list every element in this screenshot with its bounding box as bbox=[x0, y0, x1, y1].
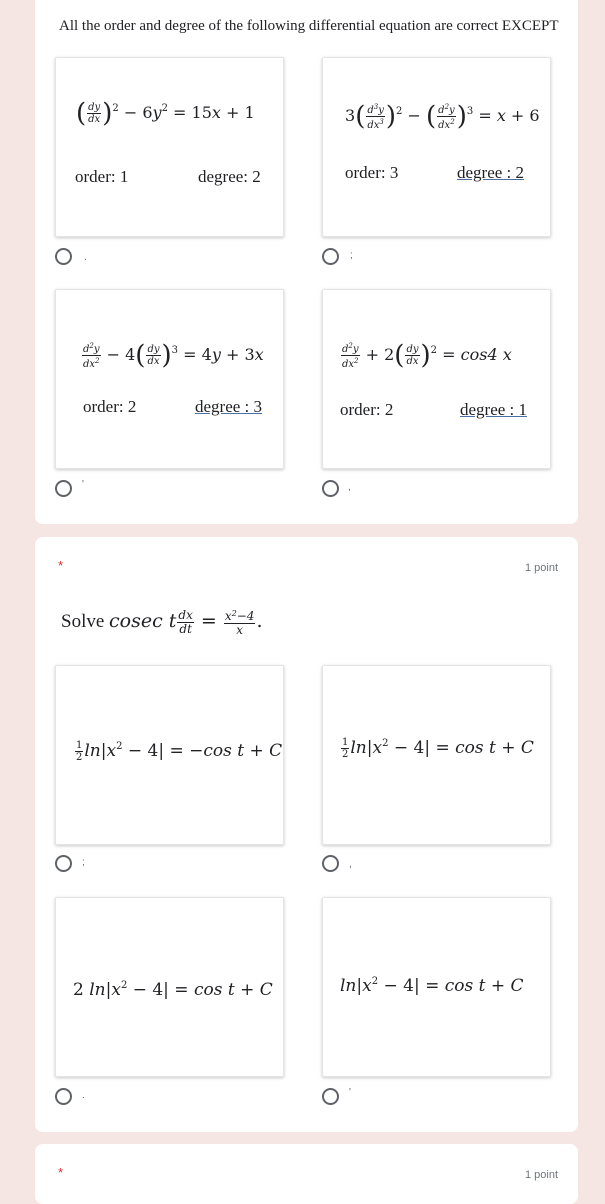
points-label: 1 point bbox=[525, 1169, 559, 1181]
radio-option-d[interactable] bbox=[322, 1088, 339, 1105]
equation-c: 2 $\ln|x^2 - 4| = \cos t + C$ bbox=[73, 980, 273, 1000]
radio-label-c: ' bbox=[82, 479, 84, 490]
radio-option-a[interactable] bbox=[55, 248, 72, 265]
equation-a: $\frac{1}{2}$ $\ln|x^2 - 4| = -\cos$ t + C bbox=[76, 740, 283, 763]
option-card-b bbox=[322, 665, 551, 845]
order-label-c: order: 2 bbox=[83, 397, 137, 416]
degree-label-c: degree : 3 bbox=[195, 397, 263, 416]
solve-label: Solve bbox=[61, 611, 105, 632]
radio-label-a: ; bbox=[82, 857, 85, 868]
required-asterisk: * bbox=[58, 1165, 64, 1180]
option-card-a bbox=[55, 665, 284, 845]
equation-d: $\ln|x^2 - 4| = \cos t + C$ bbox=[340, 976, 524, 996]
option-card-d bbox=[322, 897, 551, 1077]
option-card-c bbox=[55, 897, 284, 1077]
points-label: 1 point bbox=[525, 562, 559, 574]
radio-label-c: . bbox=[82, 1090, 85, 1101]
radio-label-d: ' bbox=[349, 1087, 351, 1098]
radio-label-b: ; bbox=[350, 250, 353, 261]
option-card-c bbox=[55, 289, 284, 469]
order-label-d: order: 2 bbox=[340, 400, 394, 419]
radio-option-d[interactable] bbox=[322, 480, 339, 497]
question-card-1 bbox=[35, 0, 578, 524]
radio-label-d: , bbox=[348, 482, 351, 493]
equation-b: 3( $\frac{d^3y}{dx^3}$ )$^2$ − ( $\frac{d^2y}{dx^2}$ )$^3$ = x + 6 bbox=[345, 101, 540, 132]
equation-d: $\frac{d^2y}{dx^2}$ + 2( $\frac{dy}{dx}$ )$^2$ = cos4 x bbox=[342, 340, 512, 371]
degree-label-d: degree : 1 bbox=[460, 400, 528, 419]
radio-option-a[interactable] bbox=[55, 855, 72, 872]
radio-option-c[interactable] bbox=[55, 1088, 72, 1105]
radio-label-b: , bbox=[349, 859, 352, 870]
degree-label-a: degree: 2 bbox=[198, 167, 261, 186]
question-title: All the order and degree of the following differential equation are correct EXCEPT bbox=[59, 18, 559, 34]
equation-a: ( $\frac{dy}{dx}$ )$^2 - 6y^2 = 15x + 1$ bbox=[76, 98, 255, 129]
option-card-b bbox=[322, 57, 551, 237]
radio-option-b[interactable] bbox=[322, 855, 339, 872]
radio-option-c[interactable] bbox=[55, 480, 72, 497]
question-card-3 bbox=[35, 1144, 578, 1204]
order-label-a: order: 1 bbox=[75, 167, 129, 186]
radio-label-a: . bbox=[84, 252, 87, 263]
order-label-b: order: 3 bbox=[345, 163, 399, 182]
radio-option-b[interactable] bbox=[322, 248, 339, 265]
option-card-a bbox=[55, 57, 284, 237]
required-asterisk: * bbox=[58, 558, 64, 573]
equation-b: $\frac{1}{2}$ $\ln|x^2 - 4| = \cos t + C$ bbox=[342, 737, 534, 760]
degree-label-b: degree : 2 bbox=[457, 163, 525, 182]
equation-c: $\frac{d^2y}{dx^2}$ − 4( $\frac{dy}{dx}$ )$^3$ = 4y + 3x bbox=[83, 340, 264, 371]
option-card-d bbox=[322, 289, 551, 469]
question-card-2 bbox=[35, 537, 578, 1132]
question-title: Solve cosec t $\frac{dx}{dt}$ = $\frac{x^2-4}{x}$ . bbox=[61, 607, 263, 637]
